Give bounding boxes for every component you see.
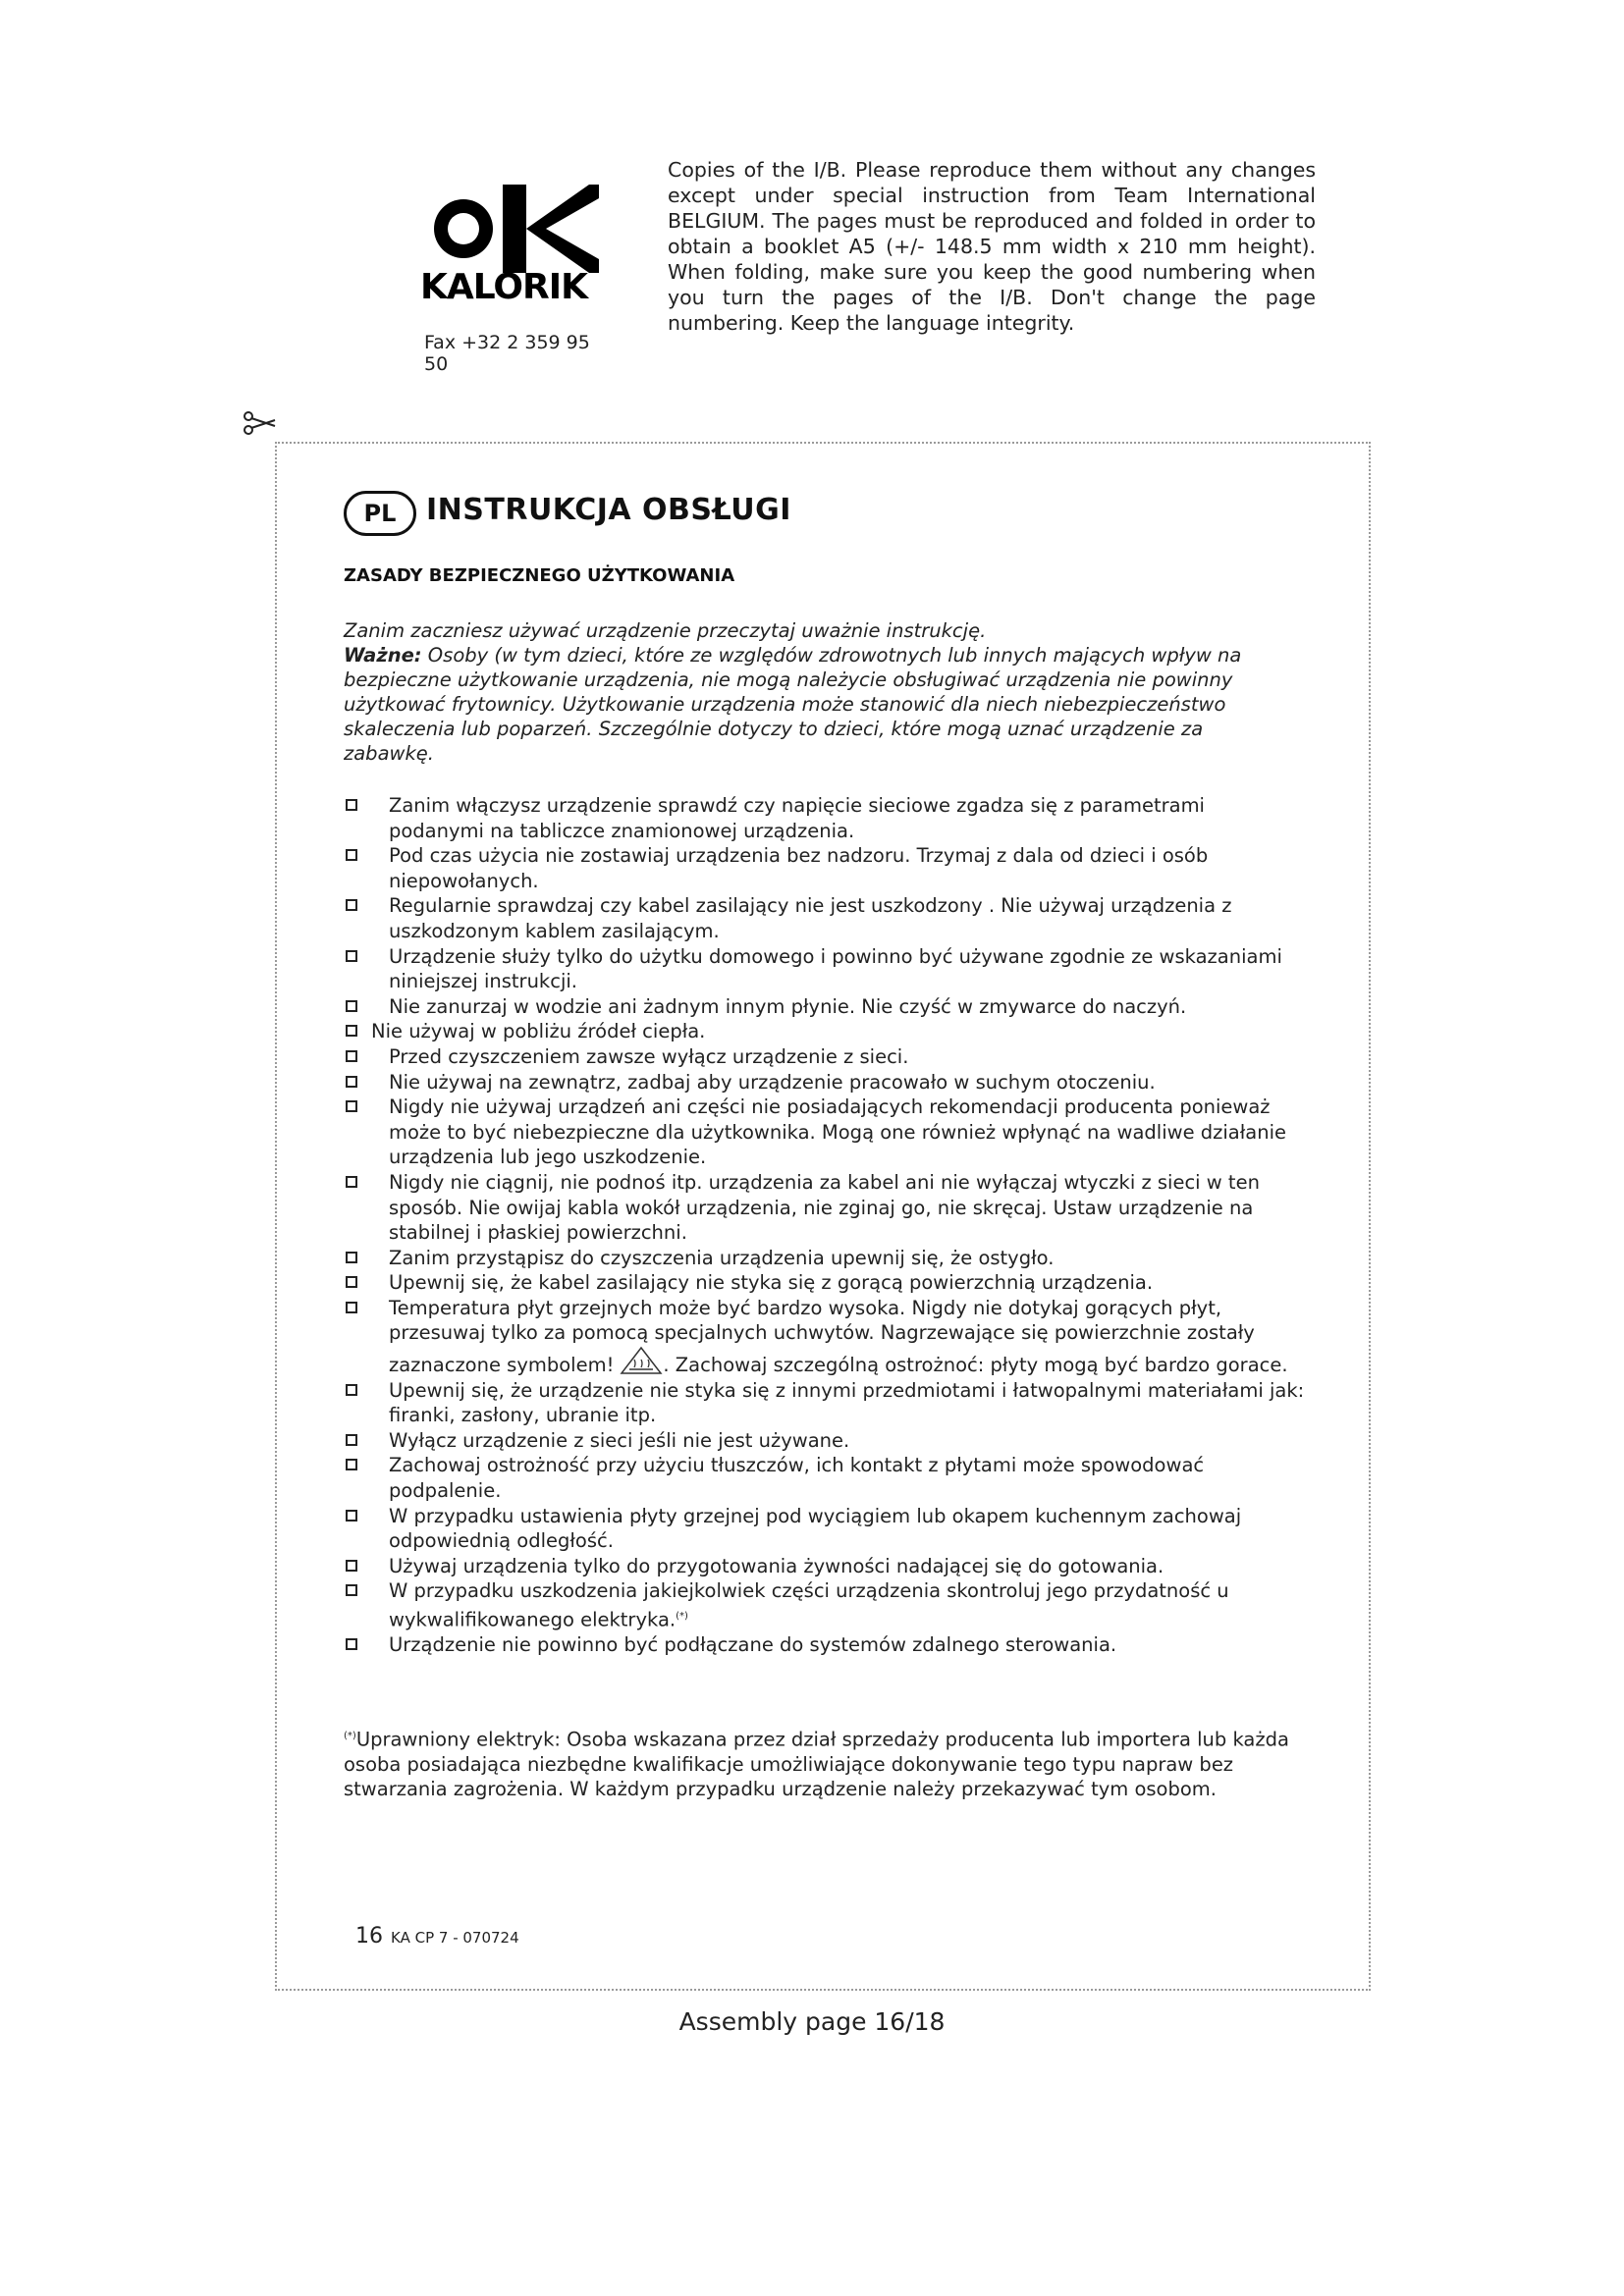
checkbox-bullet-icon bbox=[346, 1252, 357, 1263]
checkbox-bullet-icon bbox=[346, 1100, 357, 1112]
reproduction-note: Copies of the I/B. Please reproduce them without any changes except under special instruction from Team International BELGIUM. The pages must be reproduced and folded in order to obtain a booklet A5 (+/- 148.5 mm width x 210 mm height). When folding, make sure you keep the good numbering when you turn the pages of the I/B. Don't change the page numbering. Keep the language integrity. bbox=[668, 158, 1316, 335]
list-item: Przed czyszczeniem zawsze wyłącz urządzenie z sieci. bbox=[340, 1044, 1306, 1070]
safety-rules-list bbox=[340, 793, 1306, 1658]
intro-important bbox=[344, 643, 1296, 766]
assembly-page-label: Assembly page 16/18 bbox=[678, 2007, 946, 2036]
language-badge: PL bbox=[344, 491, 416, 536]
checkbox-bullet-icon bbox=[346, 899, 357, 911]
checkbox-bullet-icon bbox=[346, 1276, 357, 1288]
checkbox-bullet-icon bbox=[346, 1076, 357, 1088]
checkbox-bullet-icon bbox=[346, 1638, 357, 1650]
checkbox-bullet-icon bbox=[346, 1459, 357, 1470]
page-number: 16 bbox=[355, 1924, 383, 1949]
checkbox-bullet-icon bbox=[346, 1510, 357, 1522]
list-item: Nie zanurzaj w wodzie ani żadnym innym płynie. Nie czyść w zmywarce do naczyń. bbox=[340, 994, 1306, 1020]
checkbox-bullet-icon bbox=[346, 1560, 357, 1572]
list-item: Zanim włączysz urządzenie sprawdź czy napięcie sieciowe zgadza się z parametrami podanymi na tabliczce znamionowej urządzenia. bbox=[340, 793, 1306, 843]
list-item: Upewnij się, że urządzenie nie styka się z innymi przedmiotami i łatwopalnymi materiałami jak: firanki, zasłony, ubranie itp. bbox=[340, 1378, 1306, 1428]
fax-number: Fax +32 2 359 95 50 bbox=[424, 332, 590, 375]
checkbox-bullet-icon bbox=[346, 849, 357, 861]
kalorik-logo bbox=[412, 185, 599, 375]
checkbox-bullet-icon bbox=[346, 1384, 357, 1396]
checkbox-bullet-icon bbox=[346, 950, 357, 962]
list-item: Upewnij się, że kabel zasilający nie styka się z gorącą powierzchnią urządzenia. bbox=[340, 1270, 1306, 1296]
document-code: KA CP 7 - 070724 bbox=[391, 1929, 519, 1947]
footnote bbox=[344, 1724, 1292, 1801]
important-text: Osoby (w tym dzieci, które ze względów zdrowotnych lub innych mających wpływ na bezpieczne użytkowanie urządzenia, nie mogą należycie obsługiwać urządzenia nie powinny użytkować frytownicy. Użytkowanie urządzenia może stanowić dla niech niebezpieczeństwo skaleczenia lub poparzeń. Szczególnie dotyczy to dzieci, które mogą uznać urządzenie za zabawkę. bbox=[344, 644, 1242, 765]
checkbox-bullet-icon bbox=[346, 1050, 357, 1062]
logo-wordmark: KALORIK bbox=[420, 267, 588, 307]
footnote-mark: (*) bbox=[344, 1731, 356, 1741]
list-item: Zanim przystąpisz do czyszczenia urządzenia upewnij się, że ostygło. bbox=[340, 1246, 1306, 1271]
kalorik-logo-icon bbox=[422, 185, 599, 273]
intro-line: Zanim zaczniesz używać urządzenie przeczytaj uważnie instrukcję. bbox=[344, 619, 987, 642]
list-item: Pod czas użycia nie zostawiaj urządzenia bez nadzoru. Trzymaj z dala od dzieci i osób niepowołanych. bbox=[340, 843, 1306, 893]
list-item: W przypadku uszkodzenia jakiejkolwiek części urządzenia skontroluj jego przydatność u wykwalifikowanego elektryka.(*) bbox=[340, 1578, 1306, 1632]
list-item: Wyłącz urządzenie z sieci jeśli nie jest używane. bbox=[340, 1428, 1306, 1454]
list-item: Temperatura płyt grzejnych może być bardzo wysoka. Nigdy nie dotykaj gorących płyt, przesuwaj tylko za pomocą specjalnych uchwytów. Nagrzewające się powierzchnie zostały zaznaczone symbolem! . Zachowaj szczególną ostrożnoć: płyty mogą być bardzo gorace. bbox=[340, 1296, 1306, 1378]
checkbox-bullet-icon bbox=[346, 799, 357, 811]
list-item: Nie używaj w pobliżu źródeł ciepła. bbox=[340, 1019, 1306, 1044]
checkbox-bullet-icon bbox=[346, 1025, 357, 1037]
list-item: Zachowaj ostrożność przy użyciu tłuszczów, ich kontakt z płytami może spowodować podpalenie. bbox=[340, 1453, 1306, 1503]
safety-heading: ZASADY BEZPIECZNEGO UŻYTKOWANIA bbox=[344, 565, 735, 586]
checkbox-bullet-icon bbox=[346, 1434, 357, 1446]
list-item: Urządzenie nie powinno być podłączane do systemów zdalnego sterowania. bbox=[340, 1632, 1306, 1658]
checkbox-bullet-icon bbox=[346, 1000, 357, 1012]
page-footer bbox=[355, 1924, 519, 1949]
important-label: Ważne: bbox=[344, 644, 422, 667]
hot-surface-warning-icon bbox=[620, 1346, 663, 1375]
intro-paragraph bbox=[344, 618, 1296, 766]
document-header bbox=[412, 157, 1316, 375]
list-item: Nigdy nie używaj urządzeń ani części nie posiadających rekomendacji producenta ponieważ może to być niebezpieczne dla użytkownika. Mogą one również wpłynąć na wadliwe działanie urządzenia lub jego uszkodzenie. bbox=[340, 1095, 1306, 1170]
checkbox-bullet-icon bbox=[346, 1176, 357, 1188]
list-item: Nigdy nie ciągnij, nie podnoś itp. urządzenia za kabel ani nie wyłączaj wtyczki z sieci w ten sposób. Nie owijaj kabla wokół urządzenia, nie zginaj go, nie skręcaj. Ustaw urządzenie na stabilnej i płaskiej powierzchni. bbox=[340, 1170, 1306, 1246]
list-item: Używaj urządzenia tylko do przygotowania żywności nadającej się do gotowania. bbox=[340, 1554, 1306, 1579]
footnote-text: Uprawniony elektryk: Osoba wskazana przez dział sprzedaży producenta lub importera lub każda osoba posiadająca niezbędne kwalifikacje umożliwiające dokonywanie tego typu napraw bez stwarzania zagrożenia. W każdym przypadku urządzenie należy przekazywać tym osobom. bbox=[344, 1728, 1289, 1800]
manual-title-text: INSTRUKCJA OBSŁUGI bbox=[426, 493, 791, 527]
footnote-reference: (*) bbox=[676, 1611, 688, 1622]
list-item: Regularnie sprawdzaj czy kabel zasilający nie jest uszkodzony . Nie używaj urządzenia z uszkodzonym kablem zasilającym. bbox=[340, 893, 1306, 943]
checkbox-bullet-icon bbox=[346, 1302, 357, 1313]
checkbox-bullet-icon bbox=[346, 1584, 357, 1596]
list-item: Urządzenie służy tylko do użytku domowego i powinno być używane zgodnie ze wskazaniami niniejszej instrukcji. bbox=[340, 944, 1306, 994]
scissors-icon bbox=[242, 410, 277, 436]
list-item: W przypadku ustawienia płyty grzejnej pod wyciągiem lub okapem kuchennym zachowaj odpowiednią odległość. bbox=[340, 1504, 1306, 1554]
list-item: Nie używaj na zewnątrz, zadbaj aby urządzenie pracowało w suchym otoczeniu. bbox=[340, 1070, 1306, 1095]
